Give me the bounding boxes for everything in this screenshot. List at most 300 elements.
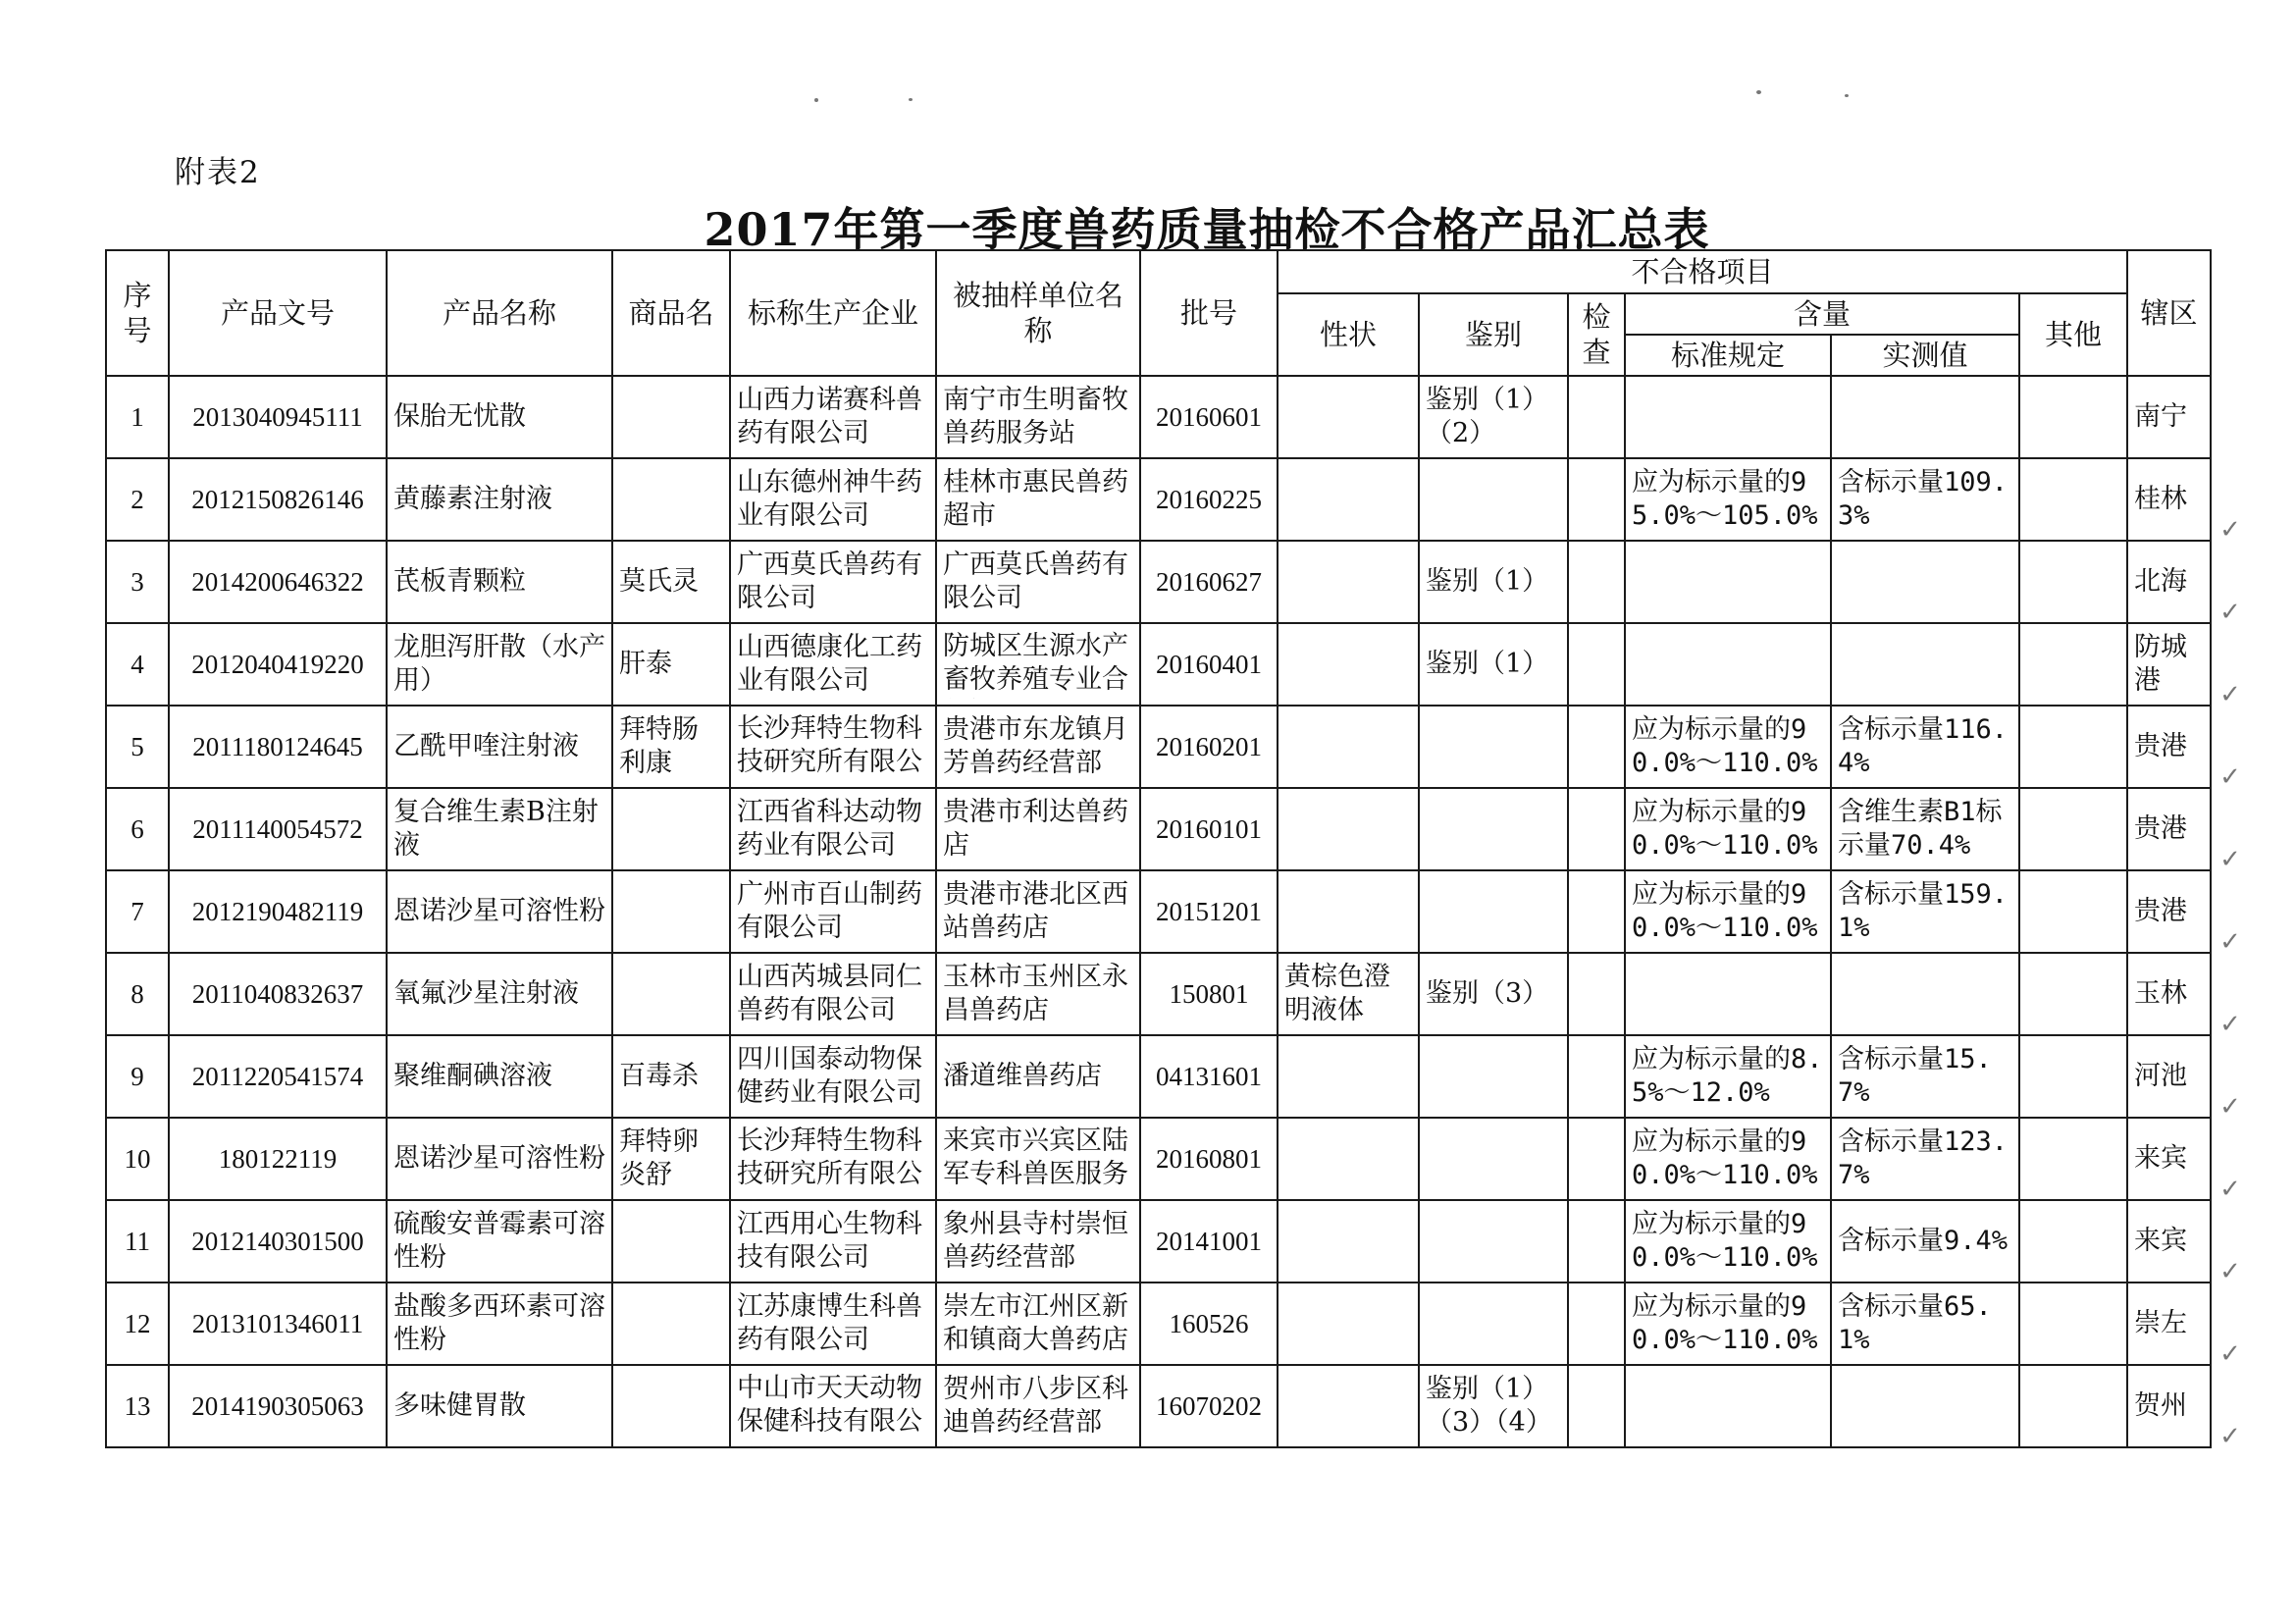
cell-text: 鉴别（1）（2）	[1426, 385, 1549, 448]
cell-text: 16070202	[1156, 1391, 1262, 1421]
cell-identification	[1419, 1283, 1568, 1365]
cell-text: 2012150826146	[191, 485, 364, 514]
cell-batch-no	[1140, 458, 1278, 541]
cell-other	[2019, 458, 2127, 541]
cell-standard	[1625, 788, 1831, 870]
cell-standard	[1625, 1035, 1831, 1118]
header-identification: 鉴别	[1419, 293, 1568, 376]
cell-product-name	[387, 953, 612, 1035]
cell-batch-no	[1140, 1118, 1278, 1200]
cell-text: 玉林市玉州区永昌兽药店	[943, 962, 1128, 1025]
scan-speck	[814, 98, 818, 102]
cell-product-name	[387, 788, 612, 870]
cell-appearance	[1278, 706, 1419, 788]
scan-speck	[909, 98, 913, 101]
cell-inspection	[1568, 1283, 1625, 1365]
cell-text: 南宁	[2134, 401, 2188, 432]
check-mark-icon: ✓	[2219, 845, 2241, 874]
cell-batch-no	[1140, 1283, 1278, 1365]
cell-approval-no	[169, 870, 387, 953]
cell-seq	[106, 1200, 169, 1283]
cell-text: 2012190482119	[191, 897, 364, 926]
cell-text: 江西用心生物科技有限公司	[737, 1209, 922, 1273]
cell-text: 7	[130, 897, 144, 926]
cell-measured	[1831, 1365, 2019, 1447]
cell-manufacturer	[730, 870, 936, 953]
cell-text: 2012040419220	[191, 650, 364, 679]
cell-seq	[106, 953, 169, 1035]
cell-sampled-unit	[936, 1365, 1140, 1447]
cell-product-name	[387, 1118, 612, 1200]
cell-seq	[106, 1035, 169, 1118]
cell-sampled-unit	[936, 706, 1140, 788]
table-row	[106, 623, 2211, 706]
cell-other	[2019, 1365, 2127, 1447]
cell-text: 2011220541574	[191, 1062, 364, 1091]
cell-text: 象州县寺村崇恒兽药经营部	[943, 1209, 1128, 1273]
cell-product-name	[387, 1283, 612, 1365]
cell-text: 应为标示量的90.0%～110.0%	[1632, 879, 1818, 943]
check-mark-icon: ✓	[2219, 762, 2241, 792]
cell-appearance	[1278, 541, 1419, 623]
cell-other	[2019, 1118, 2127, 1200]
table-row	[106, 1283, 2211, 1365]
cell-text: 贵港	[2134, 731, 2188, 761]
cell-region	[2127, 1365, 2211, 1447]
cell-identification	[1419, 1035, 1568, 1118]
cell-text: 20160801	[1156, 1144, 1262, 1174]
cell-text: 贺州	[2134, 1390, 2188, 1421]
cell-batch-no	[1140, 706, 1278, 788]
cell-standard	[1625, 623, 1831, 706]
cell-inspection	[1568, 1365, 1625, 1447]
cell-product-name	[387, 541, 612, 623]
table-row	[106, 1365, 2211, 1447]
cell-inspection	[1568, 953, 1625, 1035]
cell-trade-name	[612, 870, 730, 953]
cell-text: 应为标示量的90.0%～110.0%	[1632, 714, 1818, 778]
cell-text: 含标示量65.1%	[1838, 1291, 1992, 1355]
cell-region	[2127, 870, 2211, 953]
cell-identification	[1419, 623, 1568, 706]
cell-other	[2019, 1035, 2127, 1118]
cell-text: 潘道维兽药店	[943, 1061, 1102, 1091]
cell-sampled-unit	[936, 1283, 1140, 1365]
cell-approval-no	[169, 788, 387, 870]
table-row	[106, 788, 2211, 870]
cell-other	[2019, 953, 2127, 1035]
cell-text: 广西莫氏兽药有限公司	[737, 550, 922, 613]
cell-text: 20141001	[1156, 1227, 1262, 1256]
cell-text: 含标示量9.4%	[1838, 1226, 2009, 1256]
cell-text: 20160627	[1156, 567, 1262, 597]
cell-text: 肝泰	[619, 649, 672, 679]
cell-approval-no	[169, 1200, 387, 1283]
table-row	[106, 870, 2211, 953]
cell-sampled-unit	[936, 541, 1140, 623]
cell-region	[2127, 376, 2211, 458]
cell-text: 2011140054572	[192, 814, 363, 844]
cell-other	[2019, 376, 2127, 458]
cell-text: 长沙拜特生物科技研究所有限公	[737, 1126, 922, 1189]
cell-identification	[1419, 706, 1568, 788]
cell-other	[2019, 541, 2127, 623]
cell-text: 防城区生源水产畜牧养殖专业合	[943, 631, 1128, 695]
cell-text: 6	[130, 814, 144, 844]
cell-text: 中山市天天动物保健科技有限公	[737, 1373, 922, 1437]
cell-batch-no	[1140, 870, 1278, 953]
cell-measured	[1831, 1035, 2019, 1118]
cell-text: 四川国泰动物保健药业有限公司	[737, 1044, 922, 1108]
cell-appearance	[1278, 623, 1419, 706]
cell-inspection	[1568, 376, 1625, 458]
cell-seq	[106, 870, 169, 953]
cell-text: 2011180124645	[192, 732, 363, 761]
cell-approval-no	[169, 1365, 387, 1447]
cell-standard	[1625, 1365, 1831, 1447]
cell-identification	[1419, 953, 1568, 1035]
cell-standard	[1625, 953, 1831, 1035]
cell-seq	[106, 458, 169, 541]
cell-text: 山西芮城县同仁兽药有限公司	[737, 962, 922, 1025]
cell-text: 桂林	[2134, 484, 2188, 514]
cell-product-name	[387, 706, 612, 788]
cell-manufacturer	[730, 1118, 936, 1200]
cell-appearance	[1278, 1118, 1419, 1200]
cell-product-name	[387, 1200, 612, 1283]
cell-standard	[1625, 1283, 1831, 1365]
cell-text: 应为标示量的90.0%～110.0%	[1632, 797, 1818, 861]
cell-inspection	[1568, 788, 1625, 870]
cell-manufacturer	[730, 376, 936, 458]
cell-text: 鉴别（1）	[1426, 566, 1549, 597]
cell-appearance	[1278, 1035, 1419, 1118]
scan-speck	[1756, 90, 1761, 94]
cell-region	[2127, 706, 2211, 788]
cell-trade-name	[612, 623, 730, 706]
cell-manufacturer	[730, 458, 936, 541]
cell-text: 江苏康博生科兽药有限公司	[737, 1291, 922, 1355]
cell-identification	[1419, 1118, 1568, 1200]
cell-text: 山西德康化工药业有限公司	[737, 632, 922, 696]
cell-text: 8	[130, 979, 144, 1009]
header-inspection: 检查	[1568, 293, 1625, 376]
cell-appearance	[1278, 376, 1419, 458]
cell-text: 1	[130, 402, 144, 432]
cell-standard	[1625, 706, 1831, 788]
cell-region	[2127, 953, 2211, 1035]
cell-text: 含标示量159.1%	[1838, 879, 2009, 943]
cell-appearance	[1278, 953, 1419, 1035]
cell-inspection	[1568, 458, 1625, 541]
cell-text: 广州市百山制药有限公司	[737, 879, 922, 943]
cell-text: 20160401	[1156, 650, 1262, 679]
cell-text: 2011040832637	[191, 979, 364, 1009]
cell-identification	[1419, 458, 1568, 541]
table-row	[106, 376, 2211, 458]
cell-batch-no	[1140, 953, 1278, 1035]
cell-text: 2014200646322	[191, 567, 364, 597]
cell-text: 2013101346011	[191, 1309, 364, 1338]
table-row	[106, 541, 2211, 623]
cell-text: 拜特卵炎舒	[619, 1126, 699, 1190]
header-seq: 序号	[106, 250, 169, 376]
cell-approval-no	[169, 458, 387, 541]
cell-manufacturer	[730, 1283, 936, 1365]
cell-text: 含标示量15.7%	[1838, 1044, 1992, 1108]
cell-product-name	[387, 870, 612, 953]
cell-product-name	[387, 458, 612, 541]
cell-product-name	[387, 1035, 612, 1118]
cell-batch-no	[1140, 623, 1278, 706]
cell-inspection	[1568, 706, 1625, 788]
cell-standard	[1625, 1200, 1831, 1283]
cell-text: 来宾市兴宾区陆军专科兽医服务	[943, 1126, 1128, 1189]
document-title: 2017年第一季度兽药质量抽检不合格产品汇总表	[704, 203, 1710, 256]
cell-text: 含维生素B1标示量70.4%	[1838, 797, 2003, 861]
cell-text: 玉林	[2134, 978, 2188, 1009]
cell-text: 山西力诺赛科兽药有限公司	[737, 385, 922, 448]
cell-measured	[1831, 458, 2019, 541]
cell-text: 复合维生素B注射液	[393, 797, 599, 861]
cell-manufacturer	[730, 788, 936, 870]
cell-region	[2127, 1283, 2211, 1365]
cell-seq	[106, 541, 169, 623]
cell-text: 多味健胃散	[393, 1390, 526, 1421]
cell-standard	[1625, 1118, 1831, 1200]
cell-text: 崇左	[2134, 1308, 2188, 1338]
summary-table	[105, 249, 2212, 1448]
header-trade-name: 商品名	[612, 250, 730, 376]
scan-speck	[1845, 94, 1849, 97]
cell-text: 10	[124, 1144, 151, 1174]
check-mark-icon: ✓	[2219, 515, 2241, 545]
check-mark-icon: ✓	[2219, 1092, 2241, 1122]
cell-trade-name	[612, 706, 730, 788]
cell-text: 恩诺沙星可溶性粉	[393, 1143, 605, 1174]
cell-trade-name	[612, 1200, 730, 1283]
cell-trade-name	[612, 1035, 730, 1118]
cell-text: 应为标示量的90.0%～110.0%	[1632, 1126, 1818, 1190]
cell-text: 180122119	[218, 1144, 338, 1174]
cell-trade-name	[612, 541, 730, 623]
cell-measured	[1831, 1200, 2019, 1283]
cell-text: 南宁市生明畜牧兽药服务站	[943, 385, 1128, 448]
table-row	[106, 1035, 2211, 1118]
cell-text: 长沙拜特生物科技研究所有限公	[737, 713, 922, 777]
check-mark-icon: ✓	[2219, 680, 2241, 709]
cell-text: 聚维酮碘溶液	[393, 1061, 552, 1091]
cell-batch-no	[1140, 1365, 1278, 1447]
cell-approval-no	[169, 1118, 387, 1200]
cell-approval-no	[169, 1035, 387, 1118]
table-row	[106, 953, 2211, 1035]
cell-seq	[106, 1118, 169, 1200]
cell-seq	[106, 623, 169, 706]
cell-text: 拜特肠利康	[619, 714, 699, 778]
cell-text: 贵港	[2134, 896, 2188, 926]
header-manufacturer: 标称生产企业	[730, 250, 936, 376]
cell-manufacturer	[730, 706, 936, 788]
cell-text: 盐酸多西环素可溶性粉	[393, 1291, 605, 1355]
cell-batch-no	[1140, 541, 1278, 623]
cell-text: 广西莫氏兽药有限公司	[943, 550, 1128, 613]
check-mark-icon: ✓	[2219, 1422, 2241, 1451]
cell-text: 保胎无忧散	[393, 401, 526, 432]
cell-text: 鉴别（1）（3）（4）	[1426, 1374, 1552, 1438]
cell-sampled-unit	[936, 788, 1140, 870]
table-row	[106, 706, 2211, 788]
cell-batch-no	[1140, 788, 1278, 870]
header-region: 辖区	[2127, 250, 2211, 376]
cell-text: 贵港市东龙镇月芳兽药经营部	[943, 714, 1128, 778]
cell-text: 160526	[1169, 1309, 1249, 1338]
cell-text: 乙酰甲喹注射液	[393, 731, 579, 761]
cell-text: 北海	[2134, 566, 2188, 597]
cell-text: 应为标示量的8.5%～12.0%	[1632, 1044, 1823, 1108]
cell-text: 应为标示量的90.0%～110.0%	[1632, 1209, 1818, 1273]
cell-trade-name	[612, 788, 730, 870]
cell-text: 莫氏灵	[619, 566, 699, 597]
cell-measured	[1831, 623, 2019, 706]
cell-text: 04131601	[1156, 1062, 1262, 1091]
cell-measured	[1831, 788, 2019, 870]
cell-text: 13	[124, 1391, 151, 1421]
cell-text: 黄藤素注射液	[393, 484, 552, 514]
cell-other	[2019, 788, 2127, 870]
cell-text: 2	[130, 485, 144, 514]
cell-approval-no	[169, 376, 387, 458]
cell-trade-name	[612, 1283, 730, 1365]
check-mark-icon: ✓	[2219, 598, 2241, 627]
header-product-name: 产品名称	[387, 250, 612, 376]
cell-appearance	[1278, 1365, 1419, 1447]
cell-measured	[1831, 1283, 2019, 1365]
cell-appearance	[1278, 458, 1419, 541]
cell-identification	[1419, 541, 1568, 623]
table-row	[106, 1200, 2211, 1283]
cell-text: 2012140301500	[191, 1227, 364, 1256]
cell-manufacturer	[730, 1200, 936, 1283]
cell-manufacturer	[730, 541, 936, 623]
cell-identification	[1419, 1365, 1568, 1447]
cell-region	[2127, 1200, 2211, 1283]
cell-text: 含标示量116.4%	[1838, 714, 2009, 778]
header-batch-no: 批号	[1140, 250, 1278, 376]
header-approval-no: 产品文号	[169, 250, 387, 376]
cell-sampled-unit	[936, 376, 1140, 458]
cell-text: 20151201	[1156, 897, 1262, 926]
cell-text: 含标示量109.3%	[1838, 467, 2009, 531]
cell-inspection	[1568, 870, 1625, 953]
cell-measured	[1831, 870, 2019, 953]
cell-region	[2127, 788, 2211, 870]
header-failed-items: 不合格项目	[1278, 250, 2127, 293]
cell-measured	[1831, 953, 2019, 1035]
cell-region	[2127, 1035, 2211, 1118]
cell-inspection	[1568, 1035, 1625, 1118]
cell-text: 崇左市江州区新和镇商大兽药店	[943, 1291, 1128, 1355]
cell-text: 20160201	[1156, 732, 1262, 761]
check-mark-icon: ✓	[2219, 1175, 2241, 1204]
cell-text: 恩诺沙星可溶性粉	[393, 896, 605, 926]
cell-text: 鉴别（3）	[1426, 978, 1549, 1009]
cell-text: 3	[130, 567, 144, 597]
cell-identification	[1419, 376, 1568, 458]
cell-text: 黄棕色澄明液体	[1284, 962, 1390, 1025]
cell-text: 应为标示量的90.0%～110.0%	[1632, 1291, 1818, 1355]
cell-other	[2019, 1283, 2127, 1365]
cell-text: 龙胆泻肝散（水产用）	[393, 632, 605, 696]
cell-text: 20160101	[1156, 814, 1262, 844]
cell-seq	[106, 706, 169, 788]
cell-standard	[1625, 458, 1831, 541]
cell-trade-name	[612, 1365, 730, 1447]
cell-text: 山东德州神牛药业有限公司	[737, 467, 922, 531]
cell-appearance	[1278, 788, 1419, 870]
cell-text: 来宾	[2134, 1226, 2188, 1256]
cell-text: 20160225	[1156, 485, 1262, 514]
cell-manufacturer	[730, 1365, 936, 1447]
cell-approval-no	[169, 623, 387, 706]
cell-text: 4	[130, 650, 144, 679]
cell-sampled-unit	[936, 953, 1140, 1035]
cell-sampled-unit	[936, 623, 1140, 706]
cell-measured	[1831, 1118, 2019, 1200]
cell-identification	[1419, 870, 1568, 953]
cell-sampled-unit	[936, 1118, 1140, 1200]
cell-text: 江西省科达动物药业有限公司	[737, 797, 922, 861]
cell-other	[2019, 1200, 2127, 1283]
cell-text: 芪板青颗粒	[393, 566, 526, 597]
cell-product-name	[387, 623, 612, 706]
cell-seq	[106, 1365, 169, 1447]
cell-text: 20160601	[1156, 402, 1262, 432]
header-measured: 实测值	[1831, 335, 2019, 376]
cell-seq	[106, 376, 169, 458]
table-body	[106, 376, 2211, 1447]
cell-manufacturer	[730, 953, 936, 1035]
cell-text: 11	[125, 1227, 150, 1256]
cell-other	[2019, 870, 2127, 953]
cell-batch-no	[1140, 376, 1278, 458]
cell-text: 9	[130, 1062, 144, 1091]
cell-text: 2014190305063	[191, 1391, 364, 1421]
header-standard: 标准规定	[1625, 335, 1831, 376]
cell-product-name	[387, 376, 612, 458]
cell-approval-no	[169, 953, 387, 1035]
cell-sampled-unit	[936, 1035, 1140, 1118]
cell-appearance	[1278, 870, 1419, 953]
cell-text: 贺州市八步区科迪兽药经营部	[943, 1374, 1128, 1438]
cell-region	[2127, 1118, 2211, 1200]
cell-text: 来宾	[2134, 1143, 2188, 1174]
cell-trade-name	[612, 458, 730, 541]
cell-trade-name	[612, 376, 730, 458]
check-mark-icon: ✓	[2219, 1257, 2241, 1286]
cell-product-name	[387, 1365, 612, 1447]
cell-text: 含标示量123.7%	[1838, 1126, 2009, 1190]
cell-other	[2019, 706, 2127, 788]
cell-standard	[1625, 541, 1831, 623]
cell-text: 贵港市利达兽药店	[943, 797, 1128, 861]
cell-sampled-unit	[936, 1200, 1140, 1283]
cell-standard	[1625, 376, 1831, 458]
cell-approval-no	[169, 1283, 387, 1365]
check-mark-icon: ✓	[2219, 927, 2241, 957]
cell-identification	[1419, 788, 1568, 870]
cell-region	[2127, 458, 2211, 541]
